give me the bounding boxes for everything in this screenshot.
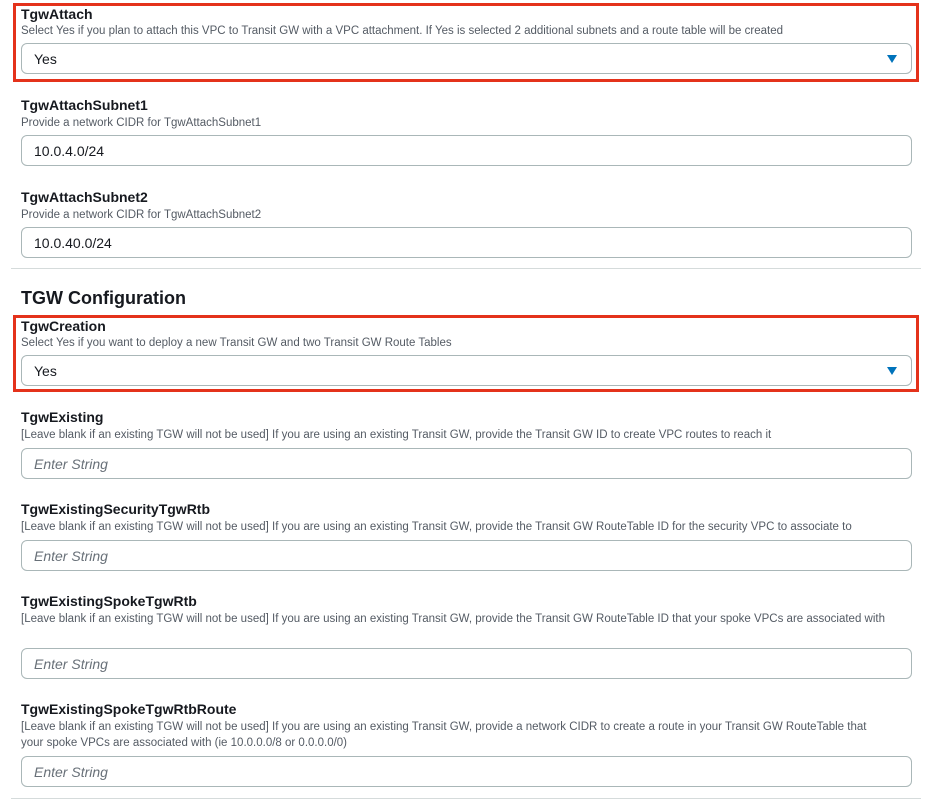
caret-down-icon bbox=[887, 367, 897, 375]
tgw-existing-spoke-tgw-rtb-route-label: TgwExistingSpokeTgwRtbRoute bbox=[21, 701, 237, 717]
tgw-attach-label: TgwAttach bbox=[21, 6, 93, 22]
tgw-creation-label: TgwCreation bbox=[21, 318, 106, 334]
tgw-creation-selected-value: Yes bbox=[34, 362, 57, 379]
tgw-existing-spoke-tgw-rtb-description: [Leave blank if an existing TGW will not be used] If you are using an existing Transit GW, provide the Transit GW RouteTable ID that your spoke VPCs are associated with bbox=[21, 613, 885, 625]
section-divider bbox=[11, 268, 921, 269]
tgw-attach-subnet1-description: Provide a network CIDR for TgwAttachSubnet1 bbox=[21, 117, 262, 129]
bottom-divider bbox=[11, 798, 921, 799]
tgw-attach-subnet2-input[interactable]: 10.0.40.0/24 bbox=[21, 227, 912, 258]
tgw-existing-spoke-tgw-rtb-label: TgwExistingSpokeTgwRtb bbox=[21, 593, 197, 609]
tgw-attach-subnet1-input[interactable]: 10.0.4.0/24 bbox=[21, 135, 912, 166]
tgw-existing-security-tgw-rtb-input[interactable]: Enter String bbox=[21, 540, 912, 571]
tgw-existing-security-tgw-rtb-label: TgwExistingSecurityTgwRtb bbox=[21, 501, 211, 517]
tgw-existing-spoke-tgw-rtb-route-input[interactable]: Enter String bbox=[21, 756, 912, 787]
tgw-attach-subnet2-description: Provide a network CIDR for TgwAttachSubnet2 bbox=[21, 209, 262, 221]
tgw-attach-selected-value: Yes bbox=[34, 50, 57, 67]
tgw-creation-select[interactable] bbox=[21, 355, 912, 386]
tgw-attach-subnet2-label: TgwAttachSubnet2 bbox=[21, 189, 148, 205]
tgw-attach-description: Select Yes if you plan to attach this VPC to Transit GW with a VPC attachment. If Yes is selected 2 additional subnets and a route table will be created bbox=[21, 25, 783, 37]
tgw-existing-security-tgw-rtb-description: [Leave blank if an existing TGW will not be used] If you are using an existing Transit GW, provide the Transit GW RouteTable ID for the security VPC to associate to bbox=[21, 521, 852, 533]
tgw-existing-label: TgwExisting bbox=[21, 409, 104, 425]
tgw-creation-description: Select Yes if you want to deploy a new Transit GW and two Transit GW Route Tables bbox=[21, 337, 452, 349]
tgw-existing-description: [Leave blank if an existing TGW will not be used] If you are using an existing Transit GW, provide the Transit GW ID to create VPC routes to reach it bbox=[21, 429, 772, 441]
tgw-existing-spoke-tgw-rtb-route-description: [Leave blank if an existing TGW will not be used] If you are using an existing Transit GW, provide a network CIDR to create a route in your Transit GW RouteTable that your spoke VPCs are associated with (ie 10.0.0.0/8 or 0.0.0.0/0) bbox=[21, 721, 867, 749]
caret-down-icon bbox=[887, 55, 897, 63]
tgw-existing-spoke-tgw-rtb-input[interactable]: Enter String bbox=[21, 648, 912, 679]
tgw-attach-subnet1-label: TgwAttachSubnet1 bbox=[21, 97, 148, 113]
tgw-existing-input[interactable]: Enter String bbox=[21, 448, 912, 479]
tgw-attach-select[interactable] bbox=[21, 43, 912, 74]
section-title-tgw-configuration: TGW Configuration bbox=[21, 288, 186, 308]
